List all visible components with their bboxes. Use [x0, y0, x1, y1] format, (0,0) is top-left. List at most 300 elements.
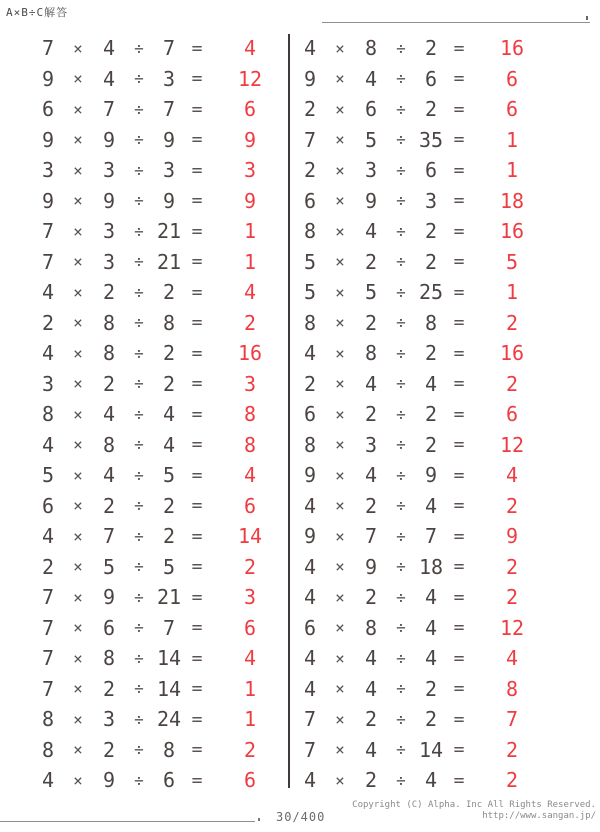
problems-column-left: [34, 33, 290, 796]
problem-row: [296, 674, 552, 705]
divide-sign: ÷: [396, 99, 406, 119]
answer: 2: [505, 310, 519, 335]
equals-sign: =: [191, 617, 203, 639]
problem-row: [34, 521, 290, 552]
operand-a: 4: [303, 341, 317, 366]
problem-row: [34, 765, 290, 796]
equals-sign: =: [453, 159, 465, 181]
problem-row: [296, 277, 552, 308]
multiply-sign: ×: [335, 435, 345, 455]
problem-row: [296, 216, 552, 247]
operand-b: 3: [102, 249, 116, 274]
equals-sign: =: [453, 281, 465, 303]
divide-sign: ÷: [396, 282, 406, 302]
operand-b: 4: [102, 402, 116, 427]
operand-b: 7: [102, 524, 116, 549]
divide-sign: ÷: [134, 587, 144, 607]
operand-b: 4: [364, 463, 378, 488]
answer: 2: [505, 493, 519, 518]
equals-sign: =: [453, 403, 465, 425]
multiply-sign: ×: [335, 587, 345, 607]
multiply-sign: ×: [73, 343, 83, 363]
equals-sign: =: [191, 647, 203, 669]
multiply-sign: ×: [73, 740, 83, 760]
operand-c: 2: [424, 676, 438, 701]
operand-c: 2: [424, 249, 438, 274]
operand-a: 4: [303, 646, 317, 671]
multiply-sign: ×: [73, 191, 83, 211]
equals-sign: =: [453, 98, 465, 120]
divide-sign: ÷: [396, 69, 406, 89]
operand-b: 4: [364, 737, 378, 762]
divide-sign: ÷: [396, 343, 406, 363]
operand-b: 3: [364, 158, 378, 183]
operand-b: 3: [102, 219, 116, 244]
equals-sign: =: [453, 586, 465, 608]
operand-c: 2: [424, 97, 438, 122]
operand-b: 2: [364, 768, 378, 793]
problem-row: [34, 704, 290, 735]
operand-b: 3: [364, 432, 378, 457]
divide-sign: ÷: [396, 496, 406, 516]
multiply-sign: ×: [335, 282, 345, 302]
answer: 16: [499, 341, 525, 366]
problem-row: [296, 643, 552, 674]
equals-sign: =: [191, 525, 203, 547]
problem-row: [34, 247, 290, 278]
answer: 16: [499, 36, 525, 61]
operand-a: 6: [41, 493, 55, 518]
operand-a: 5: [303, 249, 317, 274]
problem-row: [296, 125, 552, 156]
operand-b: 2: [364, 249, 378, 274]
operand-a: 9: [303, 463, 317, 488]
problem-row: [34, 613, 290, 644]
multiply-sign: ×: [335, 38, 345, 58]
equals-sign: =: [453, 525, 465, 547]
multiply-sign: ×: [73, 252, 83, 272]
operand-b: 9: [364, 188, 378, 213]
operand-a: 8: [41, 402, 55, 427]
equals-sign: =: [191, 769, 203, 791]
answer: 5: [505, 249, 519, 274]
operand-c: 4: [424, 646, 438, 671]
operand-a: 2: [303, 97, 317, 122]
operand-c: 25: [418, 280, 444, 305]
equals-sign: =: [453, 220, 465, 242]
equals-sign: =: [191, 708, 203, 730]
answer: 8: [243, 432, 257, 457]
answer: 6: [243, 768, 257, 793]
operand-c: 4: [424, 493, 438, 518]
multiply-sign: ×: [335, 404, 345, 424]
operand-a: 7: [41, 219, 55, 244]
answer: 6: [243, 493, 257, 518]
operand-a: 8: [303, 432, 317, 457]
multiply-sign: ×: [335, 191, 345, 211]
multiply-sign: ×: [73, 221, 83, 241]
multiply-sign: ×: [73, 770, 83, 790]
multiply-sign: ×: [73, 404, 83, 424]
operand-a: 9: [303, 66, 317, 91]
operand-a: 4: [303, 676, 317, 701]
equals-sign: =: [191, 678, 203, 700]
operand-a: 5: [303, 280, 317, 305]
equals-sign: =: [191, 586, 203, 608]
operand-c: 18: [418, 554, 444, 579]
divide-sign: ÷: [396, 404, 406, 424]
problem-row: [296, 765, 552, 796]
multiply-sign: ×: [335, 526, 345, 546]
name-line-end-mark: [586, 16, 588, 20]
equals-sign: =: [453, 37, 465, 59]
equals-sign: =: [191, 190, 203, 212]
multiply-sign: ×: [73, 130, 83, 150]
divide-sign: ÷: [134, 38, 144, 58]
problem-row: [296, 430, 552, 461]
operand-a: 8: [303, 310, 317, 335]
equals-sign: =: [453, 434, 465, 456]
divide-sign: ÷: [134, 282, 144, 302]
answer: 6: [505, 402, 519, 427]
problem-row: [34, 674, 290, 705]
divide-sign: ÷: [396, 526, 406, 546]
answer: 2: [505, 554, 519, 579]
answer: 16: [237, 341, 263, 366]
operand-a: 7: [303, 127, 317, 152]
operand-c: 2: [424, 36, 438, 61]
answer: 1: [243, 249, 257, 274]
operand-c: 7: [424, 524, 438, 549]
divide-sign: ÷: [134, 435, 144, 455]
divide-sign: ÷: [134, 740, 144, 760]
answer: 6: [505, 66, 519, 91]
multiply-sign: ×: [73, 587, 83, 607]
answer: 1: [505, 127, 519, 152]
operand-c: 3: [162, 66, 176, 91]
operand-a: 4: [41, 432, 55, 457]
divide-sign: ÷: [396, 221, 406, 241]
operand-a: 8: [41, 737, 55, 762]
problem-row: [296, 94, 552, 125]
operand-c: 3: [162, 158, 176, 183]
operand-c: 4: [424, 615, 438, 640]
problem-row: [296, 521, 552, 552]
operand-a: 4: [303, 36, 317, 61]
operand-c: 8: [162, 310, 176, 335]
footer-line-end-mark: [258, 818, 260, 821]
answer: 12: [237, 66, 263, 91]
multiply-sign: ×: [335, 496, 345, 516]
answer: 2: [243, 737, 257, 762]
multiply-sign: ×: [335, 99, 345, 119]
divide-sign: ÷: [396, 587, 406, 607]
operand-c: 2: [424, 341, 438, 366]
problem-row: [34, 216, 290, 247]
answer: 3: [243, 158, 257, 183]
operand-a: 2: [303, 158, 317, 183]
problem-row: [296, 491, 552, 522]
operand-a: 6: [303, 188, 317, 213]
operand-a: 2: [41, 310, 55, 335]
equals-sign: =: [453, 495, 465, 517]
operand-c: 2: [424, 432, 438, 457]
operand-b: 9: [364, 554, 378, 579]
equals-sign: =: [453, 251, 465, 273]
answer: 8: [505, 676, 519, 701]
problem-row: [296, 338, 552, 369]
operand-a: 4: [303, 768, 317, 793]
operand-b: 5: [364, 127, 378, 152]
operand-b: 8: [364, 36, 378, 61]
operand-c: 14: [156, 676, 182, 701]
problem-row: [34, 155, 290, 186]
equals-sign: =: [453, 342, 465, 364]
divide-sign: ÷: [396, 709, 406, 729]
operand-b: 6: [102, 615, 116, 640]
operand-c: 8: [424, 310, 438, 335]
problem-row: [34, 430, 290, 461]
multiply-sign: ×: [335, 679, 345, 699]
operand-c: 2: [162, 524, 176, 549]
operand-c: 3: [424, 188, 438, 213]
divide-sign: ÷: [396, 130, 406, 150]
multiply-sign: ×: [335, 313, 345, 333]
operand-b: 9: [102, 585, 116, 610]
equals-sign: =: [453, 708, 465, 730]
equals-sign: =: [453, 129, 465, 151]
problem-row: [34, 94, 290, 125]
divide-sign: ÷: [396, 740, 406, 760]
equals-sign: =: [191, 342, 203, 364]
name-line: [322, 22, 590, 23]
divide-sign: ÷: [396, 648, 406, 668]
divide-sign: ÷: [134, 69, 144, 89]
operand-a: 4: [303, 493, 317, 518]
multiply-sign: ×: [335, 709, 345, 729]
problem-row: [296, 64, 552, 95]
operand-a: 7: [41, 36, 55, 61]
operand-b: 2: [102, 371, 116, 396]
operand-b: 4: [102, 66, 116, 91]
divide-sign: ÷: [134, 709, 144, 729]
operand-c: 5: [162, 463, 176, 488]
operand-a: 4: [41, 768, 55, 793]
divide-sign: ÷: [396, 465, 406, 485]
operand-a: 6: [41, 97, 55, 122]
operand-b: 2: [364, 402, 378, 427]
operand-c: 4: [162, 432, 176, 457]
divide-sign: ÷: [134, 343, 144, 363]
problem-row: [34, 399, 290, 430]
operand-b: 3: [102, 158, 116, 183]
operand-a: 4: [303, 554, 317, 579]
operand-a: 6: [303, 615, 317, 640]
answer: 2: [505, 768, 519, 793]
answer: 4: [243, 36, 257, 61]
multiply-sign: ×: [73, 160, 83, 180]
answer: 2: [505, 371, 519, 396]
operand-b: 2: [364, 707, 378, 732]
divide-sign: ÷: [134, 252, 144, 272]
answer: 6: [505, 97, 519, 122]
equals-sign: =: [453, 464, 465, 486]
operand-c: 2: [162, 280, 176, 305]
operand-c: 14: [156, 646, 182, 671]
equals-sign: =: [453, 556, 465, 578]
operand-b: 6: [364, 97, 378, 122]
operand-b: 4: [364, 646, 378, 671]
operand-c: 14: [418, 737, 444, 762]
equals-sign: =: [453, 68, 465, 90]
operand-b: 2: [364, 310, 378, 335]
multiply-sign: ×: [335, 465, 345, 485]
equals-sign: =: [453, 617, 465, 639]
operand-b: 9: [102, 127, 116, 152]
operand-b: 5: [364, 280, 378, 305]
problem-row: [34, 369, 290, 400]
divide-sign: ÷: [396, 618, 406, 638]
operand-a: 9: [41, 127, 55, 152]
operand-a: 9: [303, 524, 317, 549]
problem-row: [296, 704, 552, 735]
problem-row: [296, 735, 552, 766]
equals-sign: =: [191, 312, 203, 334]
divide-sign: ÷: [396, 313, 406, 333]
operand-c: 4: [424, 371, 438, 396]
problem-row: [34, 64, 290, 95]
multiply-sign: ×: [73, 709, 83, 729]
multiply-sign: ×: [335, 343, 345, 363]
answer: 1: [505, 280, 519, 305]
answer: 4: [243, 646, 257, 671]
problem-row: [296, 33, 552, 64]
multiply-sign: ×: [335, 130, 345, 150]
problem-row: [296, 399, 552, 430]
answer: 1: [243, 219, 257, 244]
operand-c: 2: [162, 371, 176, 396]
operand-b: 4: [364, 676, 378, 701]
problems-column-right: [296, 33, 552, 796]
operand-a: 7: [41, 585, 55, 610]
problem-row: [34, 552, 290, 583]
operand-c: 6: [162, 768, 176, 793]
divide-sign: ÷: [134, 374, 144, 394]
multiply-sign: ×: [73, 282, 83, 302]
divide-sign: ÷: [396, 252, 406, 272]
answer: 14: [237, 524, 263, 549]
operand-b: 8: [364, 341, 378, 366]
copyright-notice: [352, 800, 596, 822]
copyright-url: http://www.sangan.jp/: [482, 811, 596, 821]
divide-sign: ÷: [396, 191, 406, 211]
divide-sign: ÷: [134, 313, 144, 333]
operand-a: 7: [41, 615, 55, 640]
operand-a: 4: [41, 524, 55, 549]
problem-row: [34, 582, 290, 613]
operand-c: 4: [162, 402, 176, 427]
problem-row: [296, 247, 552, 278]
operand-c: 7: [162, 97, 176, 122]
operand-a: 2: [41, 554, 55, 579]
divide-sign: ÷: [134, 465, 144, 485]
equals-sign: =: [191, 159, 203, 181]
equals-sign: =: [453, 373, 465, 395]
operand-a: 4: [41, 341, 55, 366]
multiply-sign: ×: [73, 38, 83, 58]
divide-sign: ÷: [134, 679, 144, 699]
problem-row: [34, 277, 290, 308]
equals-sign: =: [191, 739, 203, 761]
answer: 3: [243, 585, 257, 610]
problem-row: [34, 125, 290, 156]
answer: 12: [499, 432, 525, 457]
answer: 9: [243, 188, 257, 213]
equals-sign: =: [191, 281, 203, 303]
multiply-sign: ×: [73, 99, 83, 119]
equals-sign: =: [191, 220, 203, 242]
equals-sign: =: [453, 190, 465, 212]
multiply-sign: ×: [73, 557, 83, 577]
problem-row: [296, 186, 552, 217]
multiply-sign: ×: [335, 252, 345, 272]
operand-a: 5: [41, 463, 55, 488]
equals-sign: =: [191, 37, 203, 59]
equals-sign: =: [453, 678, 465, 700]
divide-sign: ÷: [134, 130, 144, 150]
multiply-sign: ×: [335, 618, 345, 638]
divide-sign: ÷: [134, 160, 144, 180]
problem-row: [296, 308, 552, 339]
operand-c: 5: [162, 554, 176, 579]
problem-row: [34, 460, 290, 491]
operand-c: 4: [424, 768, 438, 793]
multiply-sign: ×: [73, 465, 83, 485]
operand-c: 2: [424, 402, 438, 427]
equals-sign: =: [453, 739, 465, 761]
answer: 4: [243, 280, 257, 305]
divide-sign: ÷: [396, 770, 406, 790]
divide-sign: ÷: [396, 374, 406, 394]
divide-sign: ÷: [134, 557, 144, 577]
operand-a: 6: [303, 402, 317, 427]
operand-b: 4: [364, 219, 378, 244]
operand-b: 8: [102, 432, 116, 457]
operand-a: 9: [41, 188, 55, 213]
divide-sign: ÷: [396, 679, 406, 699]
equals-sign: =: [191, 403, 203, 425]
problem-row: [34, 735, 290, 766]
divide-sign: ÷: [134, 770, 144, 790]
answer: 9: [243, 127, 257, 152]
problem-row: [296, 552, 552, 583]
operand-b: 2: [102, 280, 116, 305]
answer: 1: [505, 158, 519, 183]
multiply-sign: ×: [335, 557, 345, 577]
operand-b: 9: [102, 768, 116, 793]
column-divider: [288, 34, 290, 788]
problem-row: [34, 338, 290, 369]
operand-c: 9: [424, 463, 438, 488]
multiply-sign: ×: [335, 69, 345, 89]
operand-c: 6: [424, 158, 438, 183]
operand-a: 3: [41, 371, 55, 396]
problem-row: [34, 186, 290, 217]
operand-b: 2: [102, 493, 116, 518]
operand-a: 9: [41, 66, 55, 91]
operand-c: 21: [156, 585, 182, 610]
problem-row: [34, 33, 290, 64]
